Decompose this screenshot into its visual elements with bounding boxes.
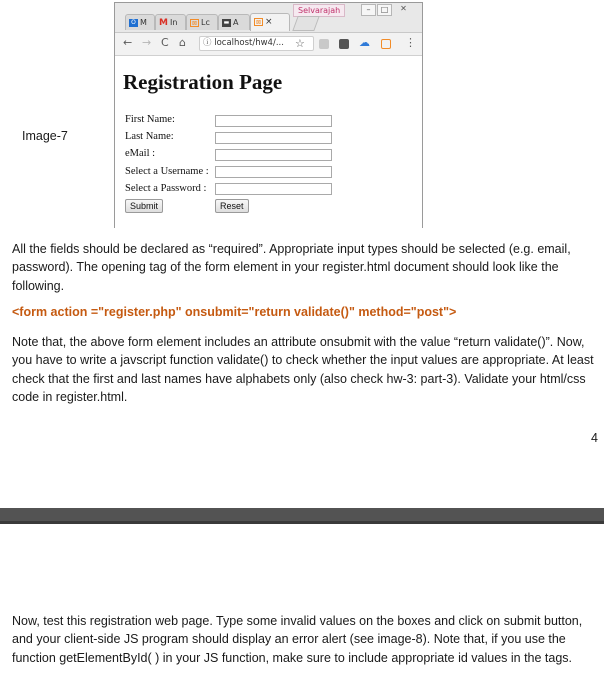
browser-tab[interactable] [218,14,250,30]
minimize-icon[interactable]: – [361,4,376,16]
new-tab-button[interactable] [292,16,319,31]
page-title: Registration Page [123,70,283,94]
page-separator-shadow [0,521,604,524]
form-tag-code: <form action ="register.php" onsubmit="return validate()" method="post"> [12,305,457,319]
username-label: Select a Username : [125,166,209,177]
tab-label: Lc [201,18,210,27]
first-name-label: First Name: [125,114,175,125]
instruction-paragraph: Note that, the above form element includes an attribute onsubmit with the value “return validate()”. Now, you have to write a javscript function validate() to check whether the input values are appropriate. At least check that the first and last names have alphabets only (also check hw-3: part-3). Validate your html/css code in register.html. [12,335,594,405]
email-label: eMail : [125,148,156,159]
tab-label: M [140,18,147,27]
close-tab-icon[interactable]: × [265,17,273,27]
image-label: Image-7 [22,129,68,143]
browser-tab[interactable] [125,14,155,30]
home-icon[interactable]: ⌂ [179,36,186,49]
password-input[interactable] [215,183,332,195]
reset-button[interactable]: Reset [215,199,249,213]
tab-label: A [233,18,239,27]
info-icon: ⓘ [203,38,215,48]
close-window-icon[interactable]: ✕ [400,4,407,13]
submit-button[interactable]: Submit [125,199,163,213]
instruction-paragraph: All the fields should be declared as “required”. Appropriate input types should be selected (e.g. email, password). The opening tag of the form element in your register.html document should look like the following. [12,242,571,293]
app-icon: ▬ [223,18,230,26]
xampp-icon: ⊠ [255,18,262,26]
profile-badge[interactable]: Selvarajah [293,4,345,17]
browser-viewport [115,56,422,228]
page-separator [0,508,604,521]
outlook-icon: O [129,19,138,27]
maximize-icon[interactable]: □ [377,4,392,16]
forward-icon[interactable]: → [142,36,152,49]
username-input[interactable] [215,166,332,178]
email-input[interactable] [215,149,332,161]
browser-tab-active[interactable] [250,13,290,31]
reload-icon[interactable]: C [161,36,169,49]
xampp-extension-icon[interactable] [381,39,391,49]
last-name-input[interactable] [215,132,332,144]
browser-titlebar [115,3,422,33]
browser-tab[interactable] [186,14,218,30]
address-text: localhost/hw4/... [214,38,284,48]
page-number: 4 [591,431,598,445]
menu-icon[interactable]: ⋮ [405,36,416,49]
browser-toolbar [115,33,422,56]
extension-icon[interactable] [339,39,349,49]
instruction-paragraph: Now, test this registration web page. Type some invalid values on the boxes and click on submit button, and your client-side JS program should display an error alert (see image-8). Note that, if you use the function getElementById( ) in your JS function, make sure to include appropriate id values in the tags. [12,614,583,665]
last-name-label: Last Name: [125,131,174,142]
xampp-icon: ⊠ [191,19,198,27]
bookmark-star-icon[interactable]: ☆ [295,37,305,50]
browser-tab[interactable] [155,14,186,30]
password-label: Select a Password : [125,183,207,194]
extension-icon[interactable] [319,39,329,49]
first-name-input[interactable] [215,115,332,127]
back-icon[interactable]: ← [123,36,133,49]
tab-label: In [170,18,178,27]
gmail-icon: M [159,17,168,28]
browser-screenshot [114,2,423,228]
cloud-icon[interactable]: ☁ [359,36,370,49]
